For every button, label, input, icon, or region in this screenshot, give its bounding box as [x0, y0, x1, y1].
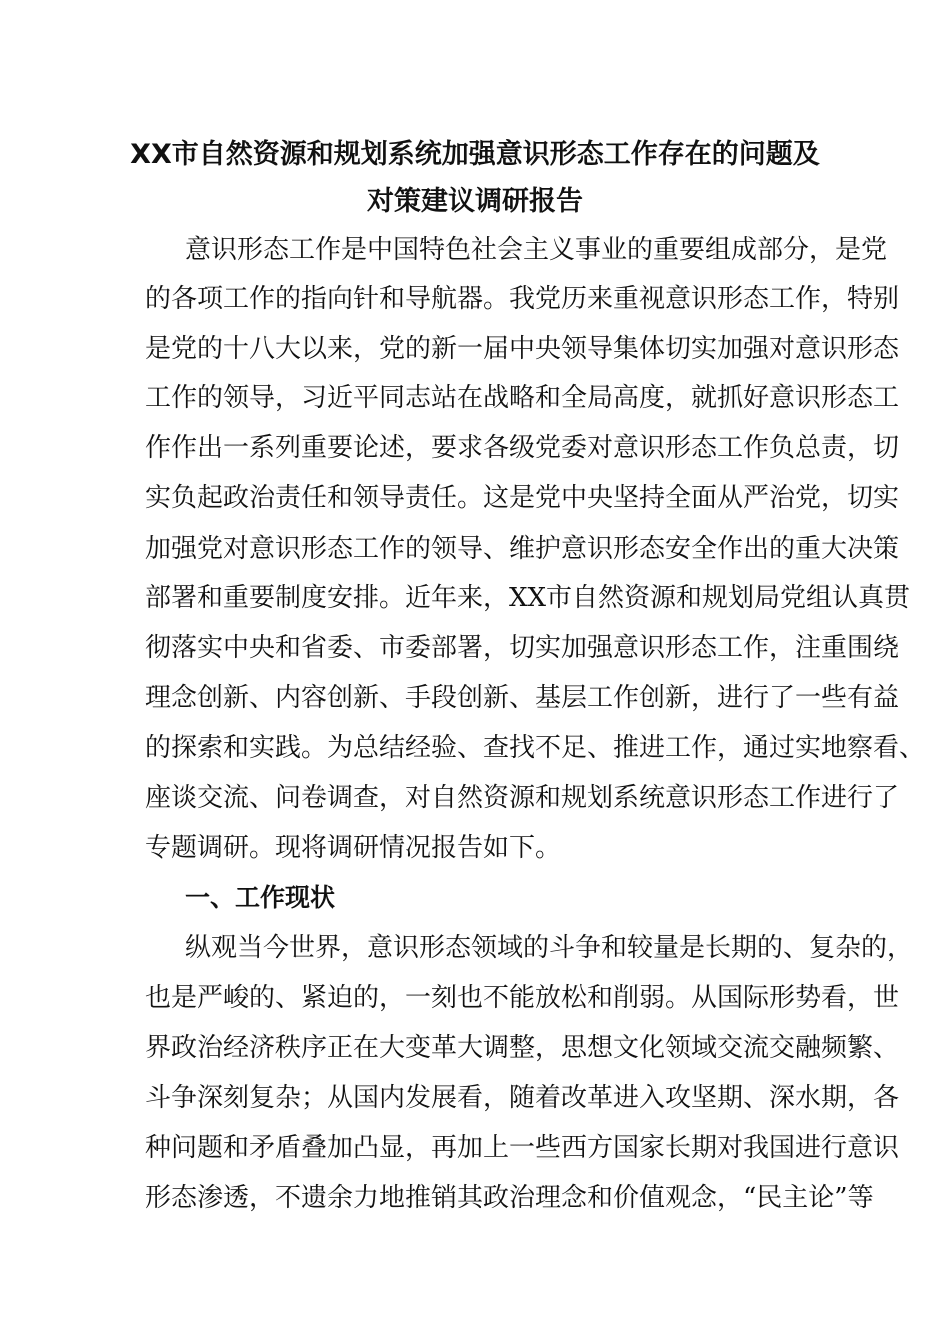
text-line: 意识形态工作是中国特色社会主义事业的重要组成部分，是党 — [185, 235, 888, 265]
text-line: 专题调研。现将调研情况报告如下。 — [145, 833, 562, 863]
text-line: 实负起政治责任和领导责任。这是党中央坚持全面从严治党，切实 — [145, 483, 900, 513]
text-line: 斗争深刻复杂；从国内发展看，随着改革进入攻坚期、深水期，各 — [145, 1083, 900, 1113]
document-title-line-1: XX市自然资源和规划系统加强意识形态工作存在的问题及 — [130, 139, 820, 170]
text-line: 形态渗透，不遗余力地推销其政治理念和价值观念，“民主论”等 — [145, 1183, 874, 1213]
text-line: 作作出一系列重要论述，要求各级党委对意识形态工作负总责，切 — [145, 433, 900, 463]
text-line: 的探索和实践。为总结经验、查找不足、推进工作，通过实地察看、 — [145, 733, 926, 763]
text-line: 工作的领导，习近平同志站在战略和全局高度，就抓好意识形态工 — [145, 383, 900, 413]
text-line: 也是严峻的、紧迫的，一刻也不能放松和削弱。从国际形势看，世 — [145, 983, 900, 1013]
text-line: 的各项工作的指向针和导航器。我党历来重视意识形态工作，特别 — [145, 284, 900, 314]
text-line: 界政治经济秩序正在大变革大调整，思想文化领域交流交融频繁、 — [145, 1033, 900, 1063]
text-line: 部署和重要制度安排。近年来，XX市自然资源和规划局党组认真贯 — [145, 583, 911, 613]
text-line: 纵观当今世界，意识形态领域的斗争和较量是长期的、复杂的， — [185, 933, 914, 963]
text-line: 理念创新、内容创新、手段创新、基层工作创新，进行了一些有益 — [145, 683, 900, 713]
section-heading: 一、工作现状 — [185, 883, 336, 912]
document-title-line-2: 对策建议调研报告 — [367, 186, 583, 217]
text-line: 是党的十八大以来，党的新一届中央领导集体切实加强对意识形态 — [145, 334, 900, 364]
text-line: 种问题和矛盾叠加凸显，再加上一些西方国家长期对我国进行意识 — [145, 1133, 900, 1163]
text-line: 彻落实中央和省委、市委部署，切实加强意识形态工作，注重围绕 — [145, 633, 900, 663]
text-line: 座谈交流、问卷调查，对自然资源和规划系统意识形态工作进行了 — [145, 783, 900, 813]
text-line: 加强党对意识形态工作的领导、维护意识形态安全作出的重大决策 — [145, 534, 900, 564]
